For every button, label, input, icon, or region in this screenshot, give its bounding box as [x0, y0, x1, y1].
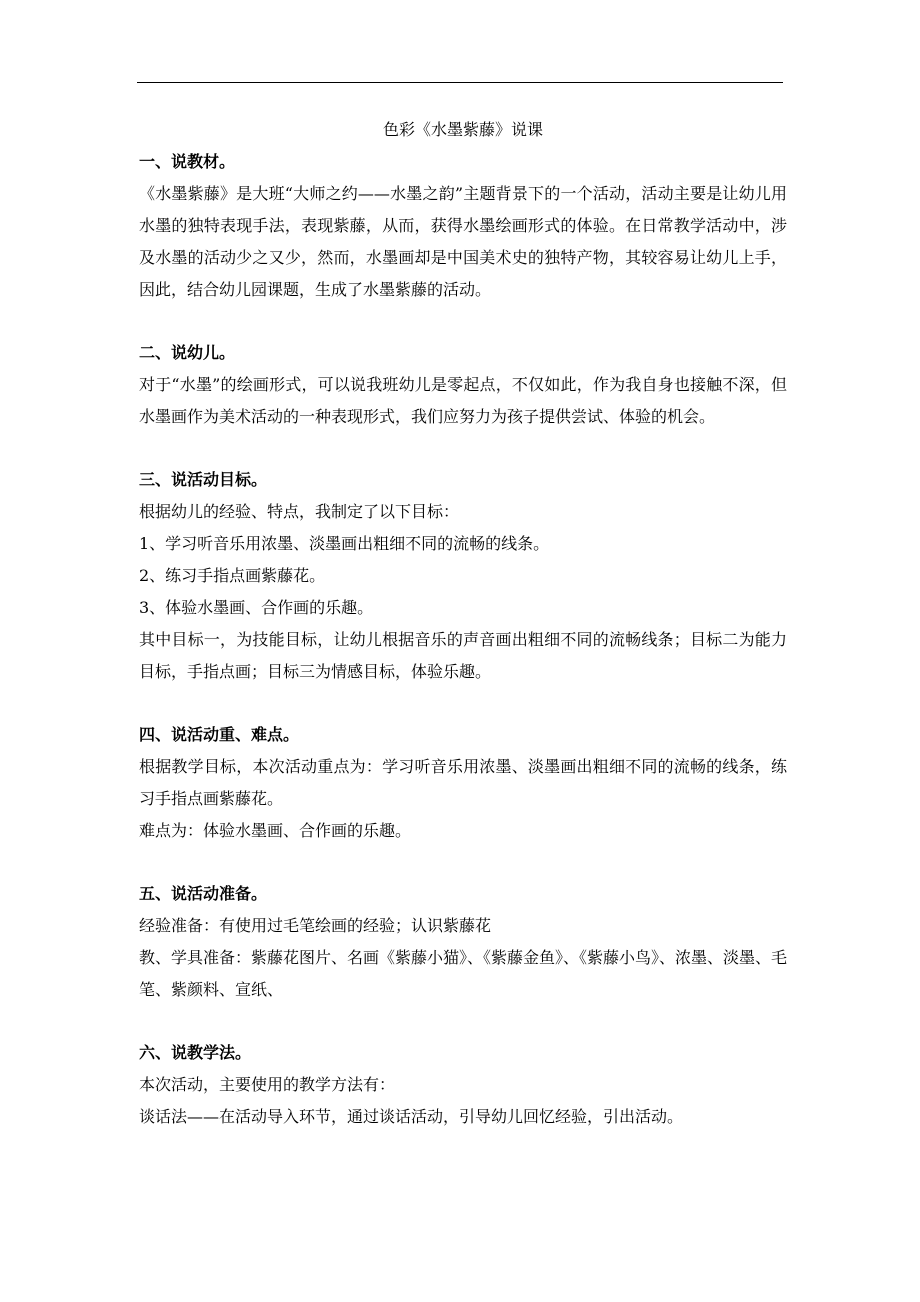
section-heading: 四、说活动重、难点。 [139, 725, 300, 744]
section-textbook [139, 146, 787, 306]
section-paragraph: 难点为：体验水墨画、合作画的乐趣。 [139, 821, 412, 840]
section-paragraph: 根据幼儿的经验、特点，我制定了以下目标： [139, 502, 460, 521]
section-paragraph: 对于“水墨”的绘画形式，可以说我班幼儿是零起点，不仅如此，作为我自身也接触不深，但水墨画作为美术活动的一种表现形式，我们应努力为孩子提供尝试、体验的机会。 [139, 375, 787, 426]
goal-item: 2、练习手指点画紫藤花。 [139, 566, 326, 585]
document-title: 色彩《水墨紫藤》说课 [382, 120, 543, 139]
section-paragraph: 谈话法——在活动导入环节，通过谈话活动，引导幼儿回忆经验，引出活动。 [139, 1107, 684, 1126]
section-heading: 一、说教材。 [139, 152, 236, 171]
section-paragraph: 教、学具准备：紫藤花图片、名画《紫藤小猫》、《紫藤金鱼》、《紫藤小鸟》、浓墨、淡墨、毛笔、紫颜料、宣纸、 [139, 948, 788, 999]
section-children [139, 337, 787, 433]
document-body [139, 114, 787, 1133]
section-paragraph: 经验准备：有使用过毛笔绘画的经验；认识紫藤花 [139, 916, 492, 935]
section-heading: 五、说活动准备。 [139, 884, 268, 903]
section-heading: 二、说幼儿。 [139, 343, 236, 362]
section-goals [139, 464, 787, 688]
goal-item: 3、体验水墨画、合作画的乐趣。 [139, 598, 374, 617]
section-key-points [139, 719, 787, 847]
goal-item: 1、学习听音乐用浓墨、淡墨画出粗细不同的流畅的线条。 [139, 534, 550, 553]
section-preparation [139, 878, 787, 1006]
section-paragraph: 其中目标一，为技能目标，让幼儿根据音乐的声音画出粗细不同的流畅线条；目标二为能力目标，手指点画；目标三为情感目标，体验乐趣。 [139, 630, 787, 681]
section-paragraph: 《水墨紫藤》是大班“大师之约——水墨之韵”主题背景下的一个活动，活动主要是让幼儿用水墨的独特表现手法，表现紫藤，从而，获得水墨绘画形式的体验。在日常教学活动中，涉及水墨的活动少之又少，然而，水墨画却是中国美术史的独特产物，其较容易让幼儿上手，因此，结合幼儿园课题，生成了水墨紫藤的活动。 [139, 184, 787, 299]
section-paragraph: 本次活动，主要使用的教学方法有： [139, 1075, 396, 1094]
section-heading: 三、说活动目标。 [139, 470, 268, 489]
section-paragraph: 根据教学目标，本次活动重点为：学习听音乐用浓墨、淡墨画出粗细不同的流畅的线条，练习手指点画紫藤花。 [139, 757, 787, 808]
header-rule [137, 82, 783, 83]
section-heading: 六、说教学法。 [139, 1043, 252, 1062]
section-teaching-methods [139, 1037, 787, 1133]
